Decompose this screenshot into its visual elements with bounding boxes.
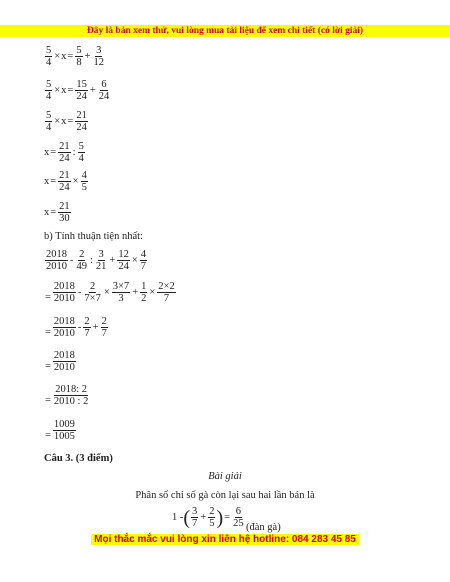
fraction: $\frac{5}{4}$ (46, 110, 52, 133)
fraction: $\frac{1}{2}$ (141, 281, 147, 304)
fraction: $\frac{2018}{2010}$ (53, 281, 75, 304)
preview-banner-text: Đây là bản xem thử, vui lòng mua tài liệu để xem chi tiết (có lời giải) (86, 26, 364, 36)
fraction: $\frac{4}{7}$ (140, 249, 147, 272)
fraction: $\frac{1009}{1005}$ (53, 419, 75, 442)
equation-line-4: x = $\frac{21}{24}$ : $\frac{5}{4}$ (44, 141, 84, 164)
solution-heading: Bài giải (208, 471, 242, 482)
fraction: $\frac{2}{7\times 7}$ (84, 281, 101, 304)
equation-line-6: x = $\frac{21}{30}$ (44, 201, 70, 224)
fraction: $\frac{2}{7}$ (84, 316, 90, 339)
unit-label: (đàn gà) (246, 522, 281, 533)
part-b-label: b) Tính thuận tiện nhất: (44, 231, 143, 242)
fraction: $\frac{21}{30}$ (59, 201, 70, 224)
solution-sentence: Phân số chỉ số gà còn lại sau hai lần bán là (135, 490, 315, 501)
fraction: $\frac{5}{8}$ (76, 45, 82, 68)
fraction: $\frac{5}{4}$ (46, 79, 52, 102)
fraction: $\frac{21}{24}$ (59, 170, 70, 193)
solution-equation: 1 - ( $\frac{3}{7}$ + $\frac{2}{5}$ ) = $\frac{6}{25}$ (172, 506, 244, 529)
fraction: $\frac{2018}{2010}$ (46, 249, 67, 272)
preview-banner (0, 25, 450, 37)
fraction: $\frac{2\times 2}{7}$ (158, 281, 175, 304)
hotline-banner-text: Mọi thắc mắc vui lòng xin liên hệ hotline: 084 283 45 85 (91, 534, 359, 545)
expression-line-6: = $\frac{1009}{1005}$ (45, 419, 75, 442)
equation-line-1: $\frac{5}{4}$ × x = $\frac{5}{8}$ + $\frac{3}{12}$ (46, 45, 105, 68)
fraction: $\frac{2}{5}$ (209, 506, 215, 529)
fraction: $\frac{3}{12}$ (93, 45, 105, 68)
equation-line-5: x = $\frac{21}{24}$ × $\frac{4}{5}$ (44, 170, 87, 193)
expression-line-4: = $\frac{2018}{2010}$ (45, 350, 75, 373)
fraction: $\frac{3}{21}$ (95, 249, 107, 272)
expression-line-1: $\frac{2018}{2010}$ - $\frac{2}{49}$ : $\frac{3}{21}$ + $\frac{12}{24}$ × $\frac{4}{7}$ (46, 249, 147, 272)
expression-line-3: = $\frac{2018}{2010}$ - $\frac{2}{7}$ + $\frac{2}{7}$ (45, 316, 107, 339)
fraction: $\frac{3\times 7}{3}$ (112, 281, 130, 304)
fraction: $\frac{2}{7}$ (101, 316, 107, 339)
fraction: $\frac{4}{5}$ (81, 170, 87, 193)
equation-line-2: $\frac{5}{4}$ × x = $\frac{15}{24}$ + $\frac{6}{24}$ (46, 79, 110, 102)
fraction: $\frac{12}{24}$ (118, 249, 129, 272)
question-3-label: Câu 3. (3 điểm) (44, 453, 113, 464)
hotline-banner (0, 533, 450, 546)
fraction: $\frac{15}{24}$ (76, 79, 87, 102)
fraction: $\frac{21}{24}$ (59, 141, 70, 164)
fraction: $\frac{2018}{2010}$ (53, 350, 75, 373)
fraction: $\frac{3}{7}$ (192, 506, 198, 529)
expression-line-5: = $\frac{2018: 2}{2010 : 2}$ (45, 384, 89, 407)
equation-line-3: $\frac{5}{4}$ × x = $\frac{21}{24}$ (46, 110, 87, 133)
fraction: $\frac{21}{24}$ (76, 110, 87, 133)
expression-line-2: = $\frac{2018}{2010}$ - $\frac{2}{7\times 7}$ × $\frac{3\times 7}{3}$ + $\frac{1}{2}$ × $\frac{2\times 2}{7}$ (45, 281, 175, 304)
fraction: $\frac{6}{25}$ (233, 506, 244, 529)
fraction: $\frac{6}{24}$ (98, 79, 110, 102)
fraction: $\frac{2018}{2010}$ (53, 316, 75, 339)
fraction: $\frac{5}{4}$ (46, 45, 52, 68)
fraction: $\frac{2018: 2}{2010 : 2}$ (53, 384, 89, 407)
fraction: $\frac{2}{49}$ (76, 249, 87, 272)
fraction: $\frac{5}{4}$ (78, 141, 84, 164)
